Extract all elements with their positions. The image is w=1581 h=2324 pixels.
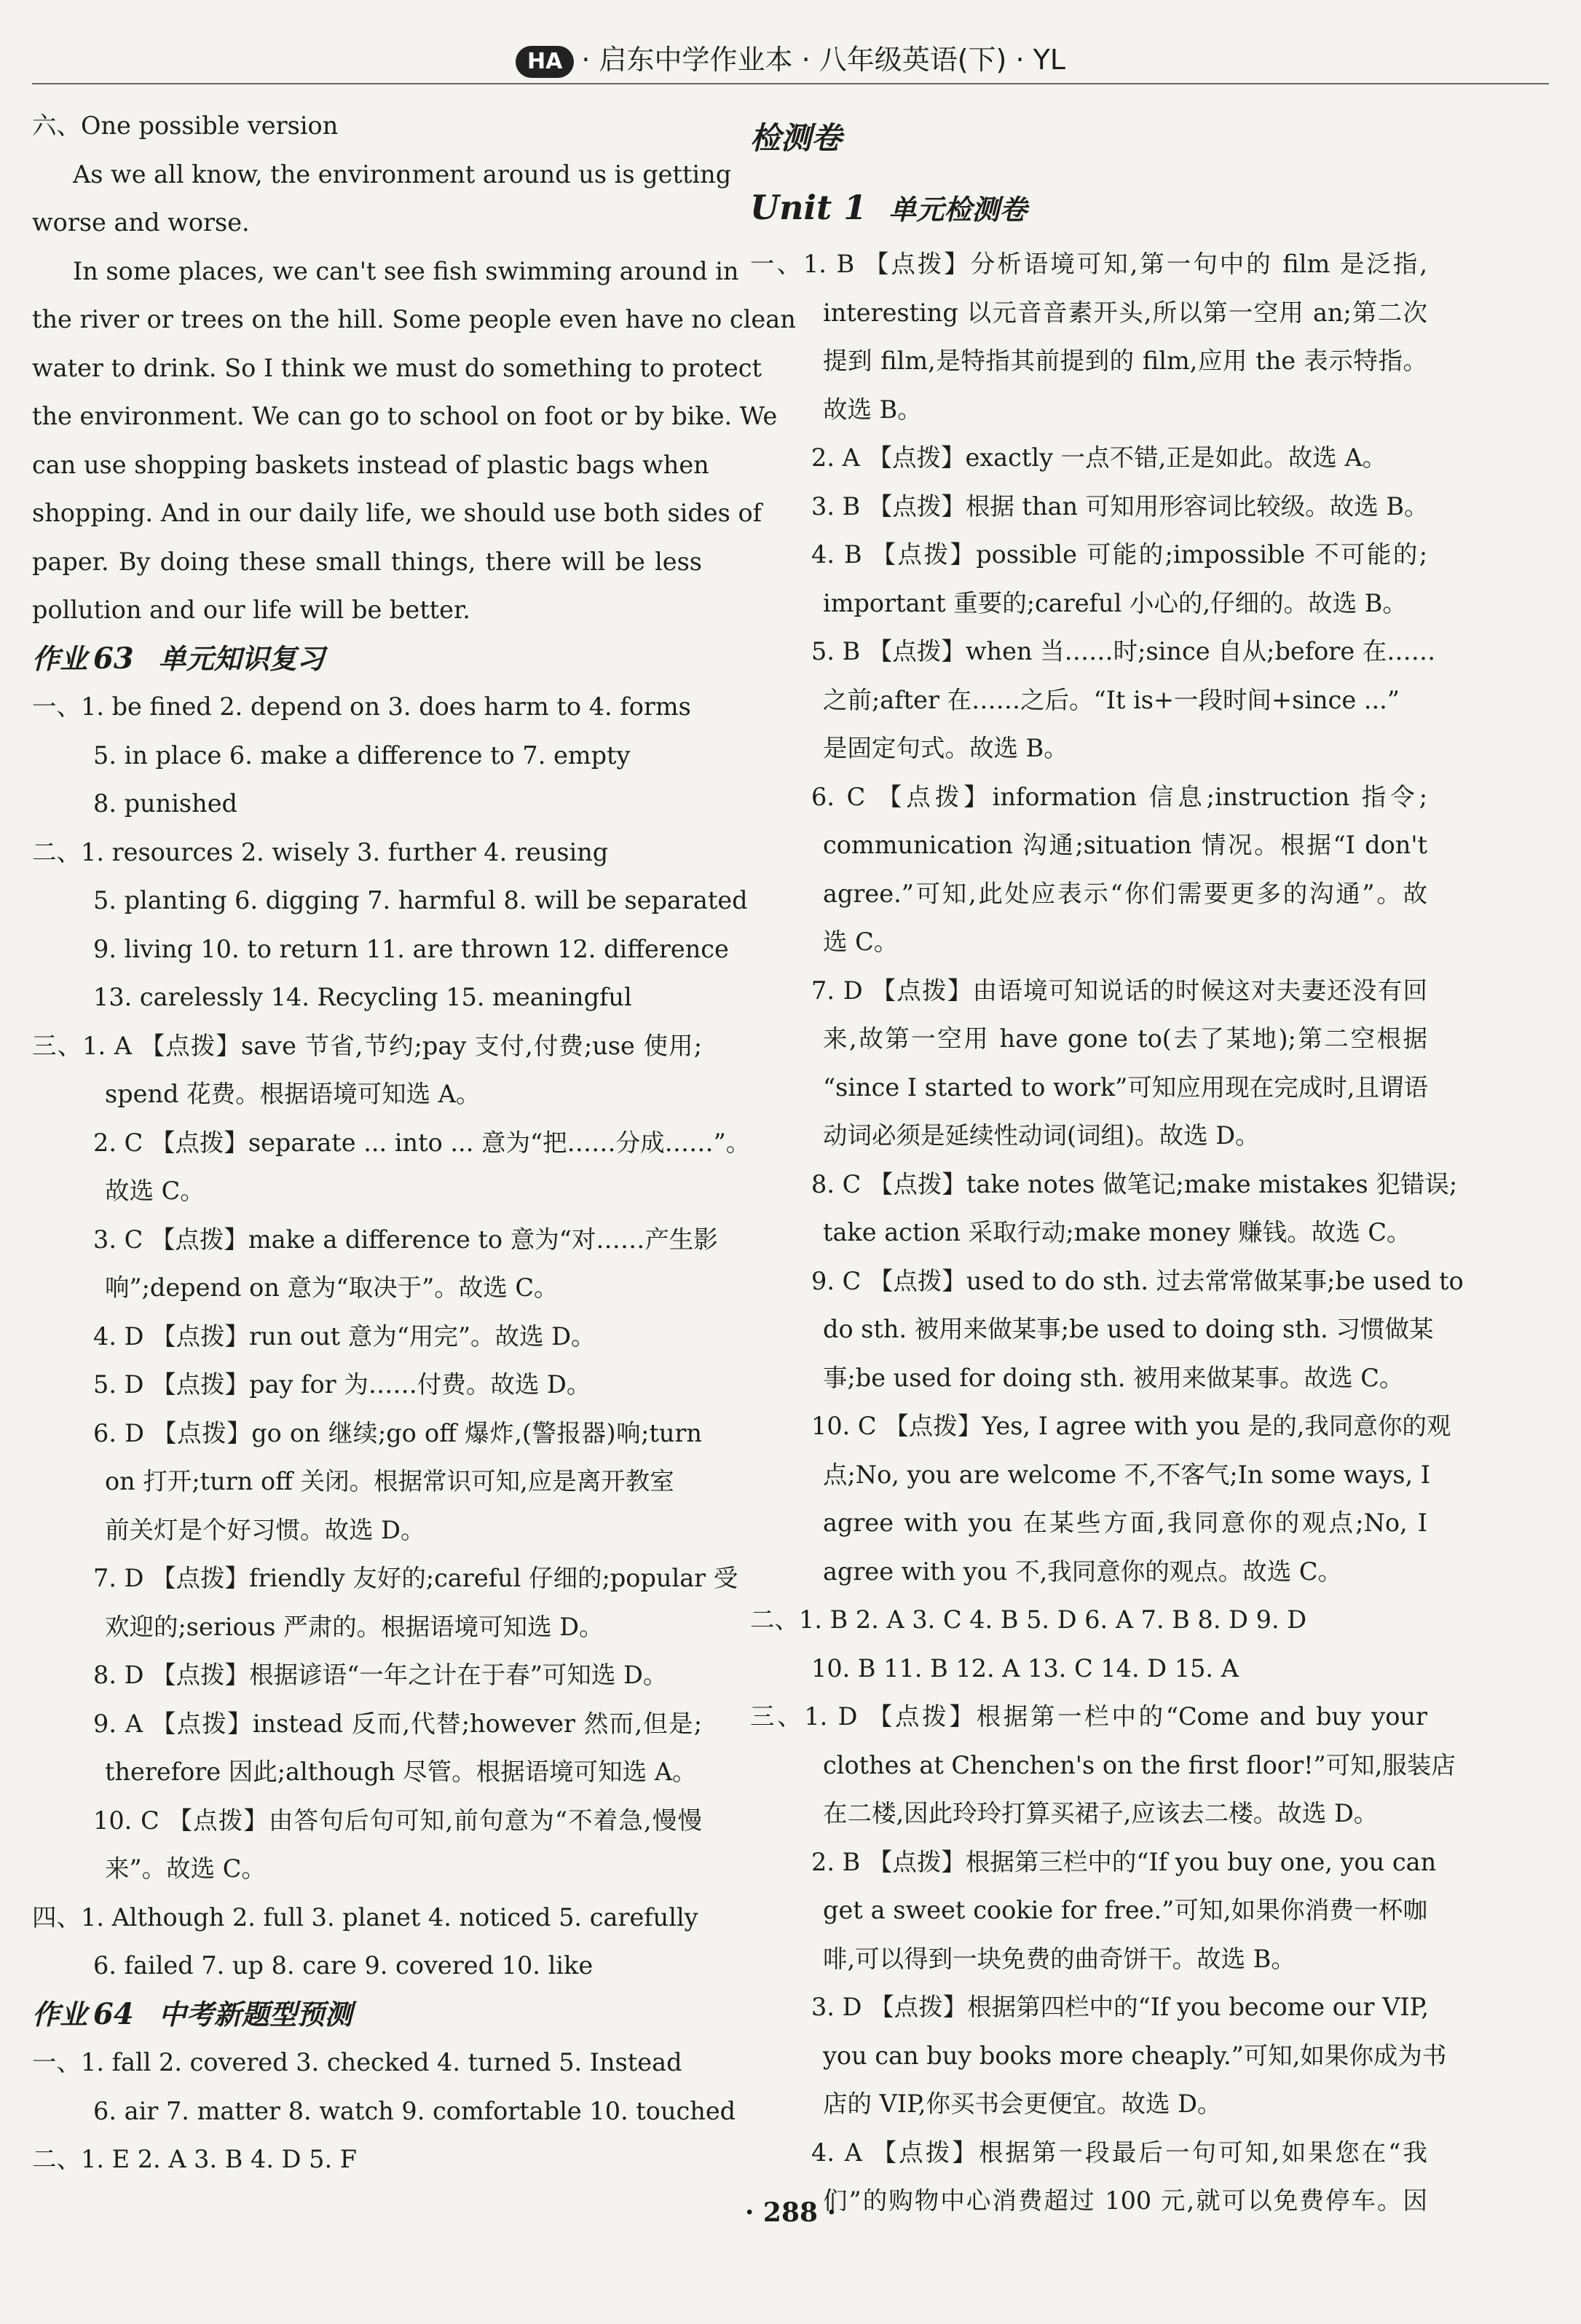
text-line: agree with you 在某些方面,我同意你的观点;No, I	[823, 1509, 1427, 1537]
text-line: 5. B 【点拨】when 当……时;since 自从;before 在……	[811, 637, 1436, 665]
text-line: pollution and our life will be better.	[32, 596, 470, 624]
header-title: · 启东中学作业本 · 八年级英语(下) · YL	[581, 44, 1065, 76]
text-line: paper. By doing these small things, there will be less	[32, 547, 702, 576]
text-line: 10. C 【点拨】由答句后句可知,前句意为“不着急,慢慢	[93, 1806, 702, 1835]
text-line: 13. carelessly 14. Recycling 15. meaningful	[93, 983, 632, 1011]
text-line: 3. B 【点拨】根据 than 可知用形容词比较级。故选 B。	[811, 491, 1429, 521]
text-line: 来,故第一空用 have gone to(去了某地);第二空根据	[823, 1024, 1427, 1053]
text-line: important 重要的;careful 小心的,仔细的。故选 B。	[823, 588, 1407, 617]
assignment-heading: 作业 63 单元知识复习	[32, 641, 325, 676]
text-line: 故选 B。	[823, 395, 922, 424]
unit-label: Unit 1	[750, 188, 867, 227]
text-line: 故选 C。	[105, 1177, 205, 1205]
text-line: do sth. 被用来做某事;be used to doing sth. 习惯做某	[823, 1315, 1434, 1343]
text-line: 2. C 【点拨】separate ... into ... 意为“把……分成……”。	[93, 1128, 751, 1157]
text-line: 3. D 【点拨】根据第四栏中的“If you become our VIP,	[811, 1993, 1430, 2021]
text-line: 6. air 7. matter 8. watch 9. comfortable 10. touched	[93, 2096, 736, 2125]
text-line: 之前;after 在……之后。“It is+一段时间+since ...”	[823, 685, 1400, 714]
text-line: 5. D 【点拨】pay for 为……付费。故选 D。	[93, 1370, 591, 1399]
text-line: 6. D 【点拨】go on 继续;go off 爆炸,(警报器)响;turn	[93, 1418, 702, 1447]
text-line: 5. in place 6. make a difference to 7. empty	[93, 740, 631, 770]
text-line: 在二楼,因此玲玲打算买裙子,应该去二楼。故选 D。	[823, 1799, 1379, 1827]
text-line: spend 花费。根据语境可知选 A。	[105, 1080, 481, 1108]
text-line: on 打开;turn off 关闭。根据常识可知,应是离开教室	[105, 1467, 674, 1495]
right-column	[750, 102, 1464, 2226]
text-line: 9. C 【点拨】used to do sth. 过去常常做某事;be used to	[811, 1266, 1464, 1295]
text-line: 5. planting 6. digging 7. harmful 8. will be separated	[93, 886, 748, 914]
text-line: 们”的购物中心消费超过 100 元,就可以免费停车。因	[823, 2186, 1427, 2215]
text-line: 六、One possible version	[32, 111, 339, 140]
text-line: 选 C。	[823, 928, 899, 956]
text-line: 动词必须是延续性动词(词组)。故选 D。	[823, 1121, 1260, 1150]
text-line: 二、1. resources 2. wisely 3. further 4. reusing	[32, 837, 609, 866]
unit-title: 单元检测卷	[888, 194, 1028, 226]
text-line: 响”;depend on 意为“取决于”。故选 C。	[105, 1273, 559, 1302]
unit-heading	[750, 175, 1427, 240]
text-line: 4. B 【点拨】possible 可能的;impossible 不可能的;	[811, 540, 1427, 569]
text-line: 三、1. A 【点拨】save 节省,节约;pay 支付,付费;use 使用;	[32, 1031, 702, 1060]
text-line: 二、1. E 2. A 3. B 4. D 5. F	[32, 2145, 358, 2173]
text-line: 2. B 【点拨】根据第三栏中的“If you buy one, you can	[811, 1847, 1437, 1876]
text-line: As we all know, the environment around us is getting	[73, 159, 732, 189]
text-line: 6. failed 7. up 8. care 9. covered 10. like	[93, 1951, 594, 1980]
text-line: shopping. And in our daily life, we should use both sides of	[32, 499, 762, 527]
text-line: 来”。故选 C。	[105, 1854, 266, 1883]
text-line: 6. C 【点拨】information 信息;instruction 指令;	[811, 782, 1427, 811]
text-line: worse and worse.	[32, 208, 250, 237]
text-line: 9. living 10. to return 11. are thrown 12. difference	[93, 934, 729, 963]
text-line: 提到 film,是特指其前提到的 film,应用 the 表示特指。	[823, 347, 1427, 375]
text-line: 7. D 【点拨】由语境可知说话的时候这对夫妻还没有回	[811, 976, 1427, 1005]
text-line: agree with you 不,我同意你的观点。故选 C。	[823, 1557, 1343, 1586]
text-line: you can buy books more cheaply.”可知,如果你成为书	[823, 2041, 1447, 2070]
text-line: 四、1. Although 2. full 3. planet 4. noticed 5. carefully	[32, 1902, 698, 1932]
text-line: clothes at Chenchen's on the first floor!”可知,服装店	[823, 1750, 1456, 1779]
text-line: 8. C 【点拨】take notes 做笔记;make mistakes 犯错误;	[811, 1169, 1458, 1198]
text-line: 点;No, you are welcome 不,不客气;In some ways, I	[823, 1460, 1431, 1489]
text-line: therefore 因此;although 尽管。根据语境可知选 A。	[105, 1758, 697, 1786]
section-title: 检测卷	[750, 120, 843, 156]
text-line: 是固定句式。故选 B。	[823, 734, 1068, 762]
text-line: agree.”可知,此处应表示“你们需要更多的沟通”。故	[823, 879, 1427, 908]
text-line: 3. C 【点拨】make a difference to 意为“对……产生影	[93, 1225, 718, 1254]
left-column	[32, 102, 796, 2184]
text-line: 事;be used for doing sth. 被用来做某事。故选 C。	[823, 1363, 1404, 1392]
text-line: In some places, we can't see fish swimming around in	[73, 256, 739, 285]
text-line: 欢迎的;serious 严肃的。根据语境可知选 D。	[105, 1612, 604, 1641]
text-line: 8. punished	[93, 789, 237, 818]
text-line: communication 沟通;situation 情况。根据“I don't	[823, 831, 1427, 859]
header-rule	[32, 83, 1549, 84]
page-number: · 288 ·	[744, 2197, 837, 2228]
text-line: 前关灯是个好习惯。故选 D。	[105, 1515, 425, 1544]
text-line: 2. A 【点拨】exactly 一点不错,正是如此。故选 A。	[811, 443, 1387, 472]
text-line: 一、1. B 【点拨】分析语境可知,第一句中的 film 是泛指,	[750, 250, 1427, 278]
text-line: 一、1. fall 2. covered 3. checked 4. turned 5. Instead	[32, 2048, 682, 2076]
text-line: 一、1. be fined 2. depend on 3. does harm to 4. forms	[32, 692, 691, 721]
text-line: 啡,可以得到一块免费的曲奇饼干。故选 B。	[823, 1944, 1296, 1973]
text-line: get a sweet cookie for free.”可知,如果你消费一杯咖	[823, 1896, 1427, 1924]
text-line: the environment. We can go to school on foot or by bike. We	[32, 402, 778, 430]
text-line: 8. D 【点拨】根据谚语“一年之计在于春”可知选 D。	[93, 1661, 668, 1689]
right-answers	[750, 240, 1464, 2226]
text-line: 4. D 【点拨】run out 意为“用完”。故选 D。	[93, 1321, 596, 1351]
text-line: interesting 以元音音素开头,所以第一空用 an;第二次	[823, 298, 1427, 327]
text-line: take action 采取行动;make money 赚钱。故选 C。	[823, 1218, 1411, 1246]
assignment-heading: 作业 64 中考新题型预测	[32, 1996, 352, 2031]
text-line: 4. A 【点拨】根据第一段最后一句可知,如果您在“我	[811, 2138, 1427, 2167]
text-line: 9. A 【点拨】instead 反而,代替;however 然而,但是;	[93, 1709, 702, 1738]
text-line: “since I started to work”可知应用现在完成时,且谓语	[823, 1072, 1428, 1102]
text-line: 10. C 【点拨】Yes, I agree with you 是的,我同意你的观	[811, 1412, 1451, 1440]
text-line: can use shopping baskets instead of plastic bags when	[32, 450, 709, 479]
text-line: 店的 VIP,你买书会更便宜。故选 D。	[823, 2090, 1222, 2118]
text-line: 10. B 11. B 12. A 13. C 14. D 15. A	[811, 1653, 1239, 1683]
text-line: 三、1. D 【点拨】根据第一栏中的“Come and buy your	[750, 1702, 1427, 1731]
text-line: the river or trees on the hill. Some people even have no clean	[32, 305, 796, 333]
page-header	[32, 38, 1549, 82]
text-line: 7. D 【点拨】friendly 友好的;careful 仔细的;popular 受	[93, 1564, 738, 1592]
text-line: 二、1. B 2. A 3. C 4. B 5. D 6. A 7. B 8. D 9. D	[750, 1605, 1307, 1634]
text-line: water to drink. So I think we must do something to protect	[32, 353, 762, 382]
publisher-badge: HA	[516, 46, 574, 78]
